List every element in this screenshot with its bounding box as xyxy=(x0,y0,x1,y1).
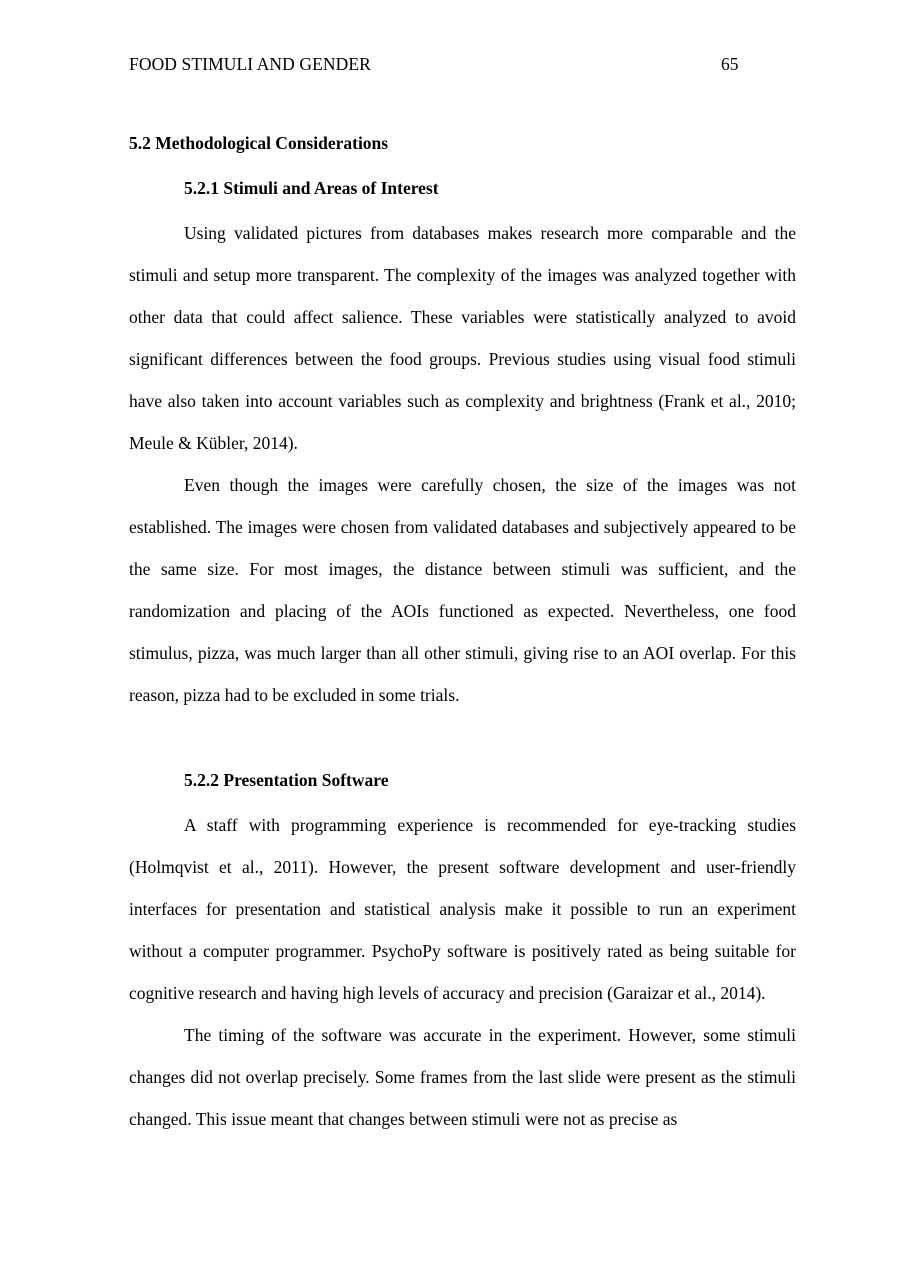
page-number: 65 xyxy=(721,54,739,74)
subsection-heading-stimuli: 5.2.1 Stimuli and Areas of Interest xyxy=(184,178,439,198)
section-spacer xyxy=(129,716,796,756)
section-heading: 5.2 Methodological Considerations xyxy=(129,133,389,153)
paragraph: Even though the images were carefully chosen, the size of the images was not established. The images were chosen from validated databases and subjectively appeared to be the same size. For most images, the distance between stimuli was sufficient, and the randomization and placing of the AOIs functioned as expected. Nevertheless, one food stimulus, pizza, was much larger than all other stimuli, giving rise to an AOI overlap. For this reason, pizza had to be excluded in some trials. xyxy=(129,475,796,705)
running-head: FOOD STIMULI AND GENDER xyxy=(129,54,371,74)
subsection-heading-software: 5.2.2 Presentation Software xyxy=(184,770,389,790)
paragraph: A staff with programming experience is recommended for eye-tracking studies (Holmqvist et al., 2011). However, the present software development and user-friendly interfaces for presentation and statistical analysis make it possible to run an experiment without a computer programmer. PsychoPy software is positively rated as being suitable for cognitive research and having high levels of accuracy and precision (Garaizar et al., 2014). xyxy=(129,815,796,1003)
body-text xyxy=(129,122,796,1140)
paragraph: The timing of the software was accurate in the experiment. However, some stimuli changes did not overlap precisely. Some frames from the last slide were present as the stimuli changed. This issue meant that changes between stimuli were not as precise as xyxy=(129,1025,796,1129)
paragraph: Using validated pictures from databases makes research more comparable and the stimuli and setup more transparent. The complexity of the images was analyzed together with other data that could affect salience. These variables were statistically analyzed to avoid significant differences between the food groups. Previous studies using visual food stimuli have also taken into account variables such as complexity and brightness (Frank et al., 2010; Meule & Kübler, 2014). xyxy=(129,223,796,453)
